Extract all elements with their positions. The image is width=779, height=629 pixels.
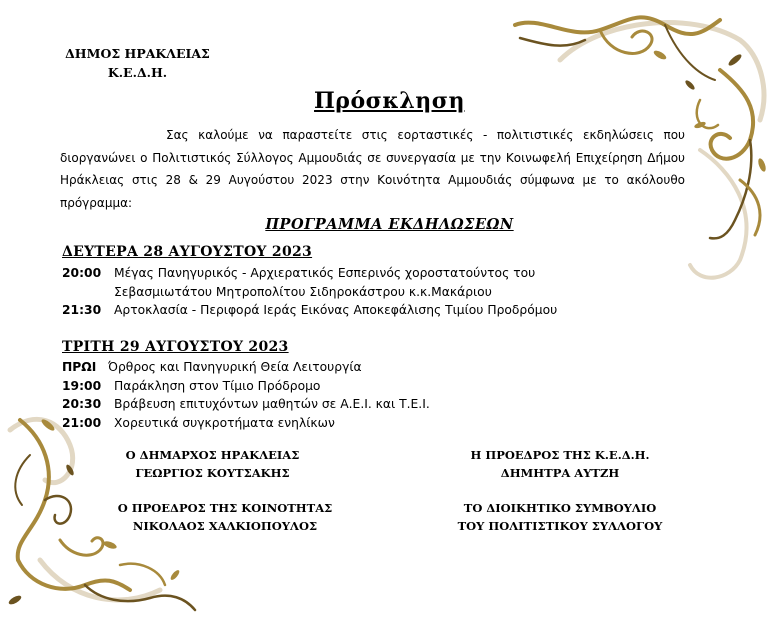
signature-name: ΤΟΥ ΠΟΛΙΤΙΣΤΙΚΟΥ ΣΥΛΛΟΓΟΥ [457,519,663,533]
day-heading-monday: ΔΕΥΤΕΡΑ 28 ΑΥΓΟΥΣΤΟΥ 2023 [62,244,313,260]
event-time: 21:00 [62,415,102,430]
signature-role: Η ΠΡΟΕΔΡΟΣ ΤΗΣ Κ.Ε.Δ.Η. [470,448,650,462]
signature-kedh-president [455,446,665,482]
signature-role: Ο ΠΡΟΕΔΡΟΣ ΤΗΣ ΚΟΙΝΟΤΗΤΑΣ [117,501,333,515]
event-text: Χορευτικά συγκροτήματα ενηλίκων [114,415,335,430]
organization-header [60,44,215,82]
signature-board [445,499,675,535]
signature-name: ΓΕΩΡΓΙΟΣ ΚΟΥΤΣΑΚΗΣ [135,466,290,480]
event-text: Αρτοκλασία - Περιφορά Ιεράς Εικόνας Αποκεφάλισης Τιμίου Προδρόμου [114,303,558,317]
signature-community-president [110,499,340,535]
event-time: 20:30 [62,397,102,411]
event-text: Μέγας Πανηγυρικός - Αρχιερατικός Εσπερινός χοροστατούντος του [114,266,536,280]
event-text: Βράβευση επιτυχόντων μαθητών σε Α.Ε.Ι. και Τ.Ε.Ι. [114,397,430,411]
signature-role: ΤΟ ΔΙΟΙΚΗΤΙΚΟ ΣΥΜΒΟΥΛΙΟ [463,501,657,515]
event-time: 20:00 [62,266,102,280]
invitation-text: Σας καλούμε να παραστείτε στις εορταστικές - πολιτιστικές εκδηλώσεις που διοργανώνει ο Πολιτιστικός Σύλλογος Αμμουδιάς σε συνεργασία με την Κοινωφελή Επιχείρηση Δήμου Ηράκλειας στις 28 & 29 Αυγούστου 2023 στην Κοινότητα Αμμουδιάς σύμφωνα με το ακόλουθο πρόγραμμα: [60,128,685,210]
event-text: Όρθρος και Πανηγυρική Θεία Λειτουργία [108,360,362,374]
event-time: ΠΡΩΙ [62,360,97,374]
org-name: ΔΗΜΟΣ ΗΡΑΚΛΕΙΑΣ [65,46,210,61]
signature-name: ΝΙΚΟΛΑΟΣ ΧΑΛΚΙΟΠΟΥΛΟΣ [132,519,318,533]
signature-mayor [110,446,315,482]
event-item [62,264,557,320]
page-title: Πρόσκληση [314,88,465,114]
event-item [62,358,430,432]
org-acronym: Κ.Ε.Δ.Η. [107,65,168,80]
event-text-continuation: Σεβασμιωτάτου Μητροπολίτου Σιδηροκάστρου κ.κ.Μακάριου [114,284,492,299]
event-time: 21:30 [62,303,102,317]
event-time: 19:00 [62,378,102,393]
event-text: Παράκληση στον Τίμιο Πρόδρομο [114,378,321,393]
day-heading-tuesday: ΤΡΙΤΗ 29 ΑΥΓΟΥΣΤΟΥ 2023 [62,339,289,355]
signature-name: ΔΗΜΗΤΡΑ ΑΥΤΖΗ [500,466,620,480]
program-title: ΠΡΟΓΡΑΜΜΑ ΕΚΔΗΛΩΣΕΩΝ [265,216,514,233]
signature-role: Ο ΔΗΜΑΡΧΟΣ ΗΡΑΚΛΕΙΑΣ [125,448,300,462]
